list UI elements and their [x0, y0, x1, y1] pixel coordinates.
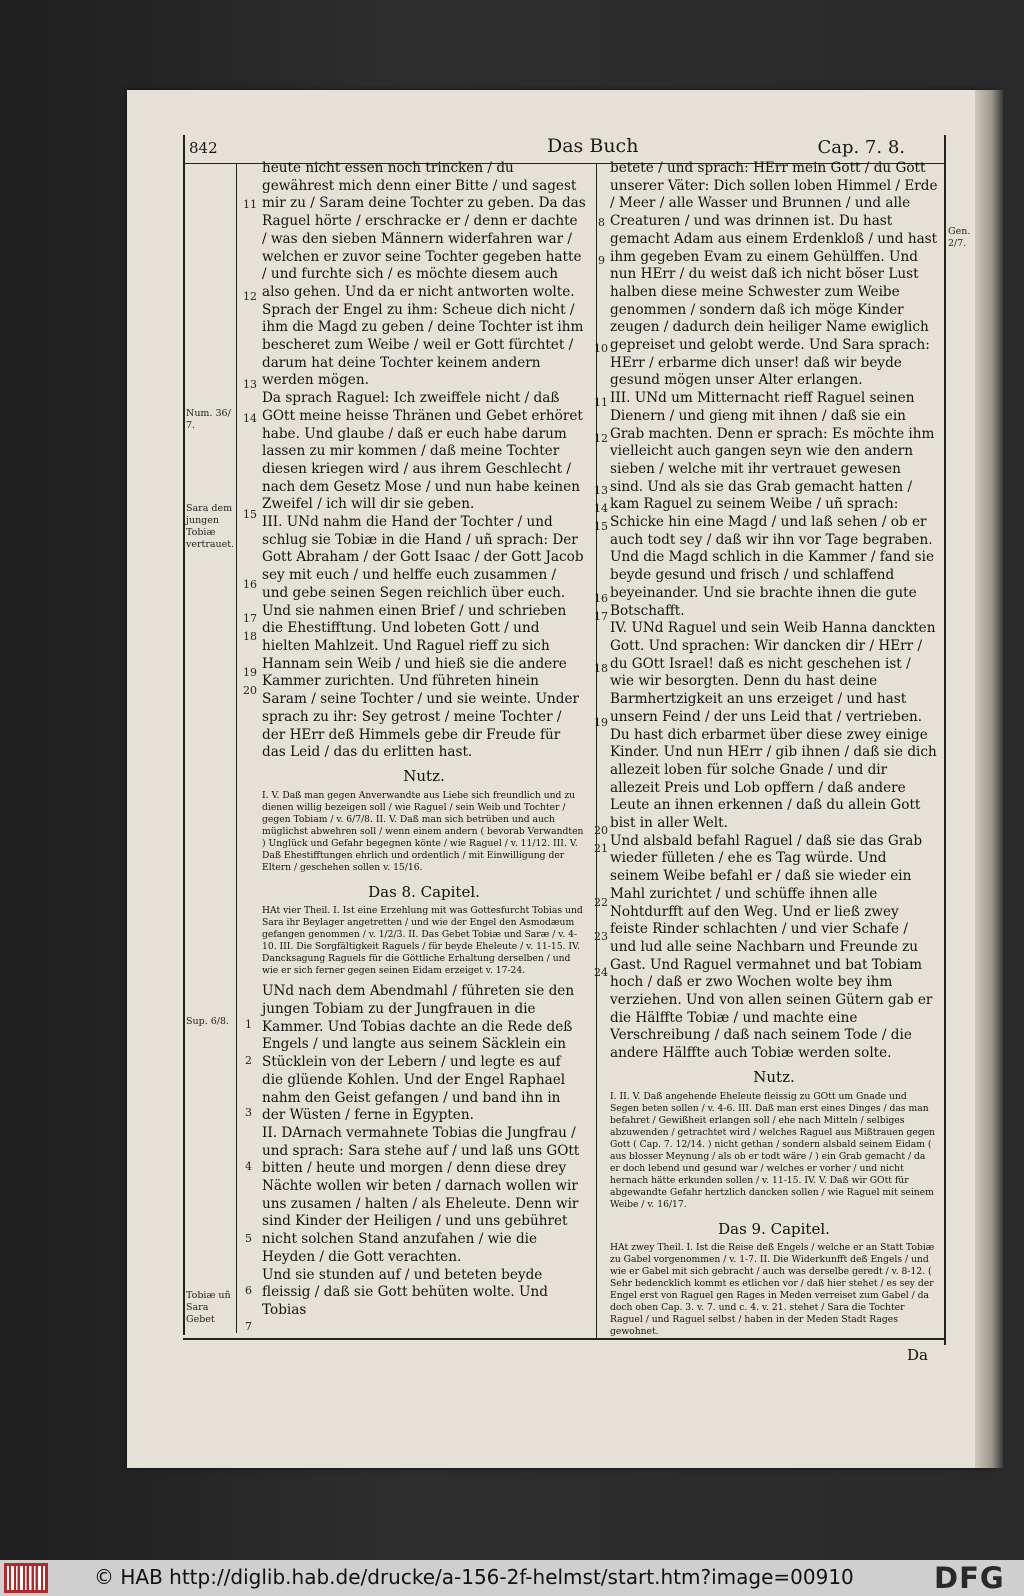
inner-left-rule: [236, 163, 237, 1333]
dfg-logo: DFG: [934, 1561, 1005, 1595]
body-paragraph: II. DArnach vermahnete Tobias die Jungfrau / und sprach: Sara stehe auf / und laß uns GOtt bitten / heute und morgen / denn diese drey Nächte wollen wir beten / darnach wollen wir uns zusamen / halten / als Eheleute. Denn wir sind Kinder der Heiligen / und uns gebühret nicht solchen Stand anzufahen / wie die Heyden / die Gott verachten.: [262, 1124, 580, 1265]
verse-number: 6: [245, 1284, 252, 1297]
verse-number: 22: [594, 896, 608, 909]
verse-number: 17: [243, 612, 257, 625]
verse-number: 2: [245, 1054, 252, 1067]
verse-number: 20: [594, 824, 608, 837]
chapter-summary: HAt vier Theil. I. Ist eine Erzehlung mit was Gottesfurcht Tobias und Sara ihr Beylager angetretten / und wie der Engel den Asmodæum gefangen genommen / v. 1/2/3. II. Das Gebet Tobiæ und Saræ / v. 4-10. III. Die Sorgfältigkeit Raguels / für beyde Eheleute / v. 11-15. IV. Dancksagung Raguels für die Göttliche Erhaltung derselben / und wie er sich ferner gegen seinen Eidam erzeiget v. 17-24.: [262, 905, 583, 977]
chapter-heading: Das 8. Capitel.: [368, 882, 480, 901]
verse-number: 11: [243, 198, 257, 211]
body-paragraph: III. UNd nahm die Hand der Tochter / und schlug sie Tobiæ in die Hand / uñ sprach: Der Gott Abraham / der Gott Isaac / der Gott Jacob sey mit euch / und helffe euch zusammen / und gebe seinen Segen reichlich über euch. Und sie nahmen einen Brief / und schrieben die Ehestifftung. Und lobeten Gott / und hielten Mahlzeit. Und Raguel rieff zu sich Hannam sein Weib / und hieß sie die andere Kammer zurichten. Und führeten hinein Saram / seine Tochter / und sie weinte. Under sprach zu ihr: Sey getrost / meine Tochter / der HErr deß Himmels gebe dir Freude für das Leid / das du erlitten hast.: [262, 514, 584, 761]
right-rule: [944, 135, 946, 1345]
nutz-heading: Nutz.: [403, 766, 445, 785]
verse-number: 13: [594, 484, 608, 497]
margin-note-num: Num. 36/ 7.: [186, 408, 231, 431]
source-url[interactable]: © HAB http://diglib.hab.de/drucke/a-156-2f-helmst/start.htm?image=00910: [94, 1565, 854, 1589]
catchword: Da: [907, 1346, 928, 1364]
body-paragraph: Und alsbald befahl Raguel / daß sie das Grab wieder fülleten / ehe es Tag würde. Und seinem Weibe befahl er / daß sie wieder ein Mahl zurichtet / und schüffe ihnen alle Nohtdurfft auf den Weg. Und er ließ zwey feiste Rinder schlachten / und vier Schafe / und lud alle seine Nachbarn und Freunde zu Gast. Und Raguel vermahnet und bat Tobiam hoch / daß er zwo Wochen wolte bey ihm verziehen. Und von allen seinen Gütern gab er die Hälffte Tobiæ / und machte eine Verschreibung / daß nach seinem Tode / die andere Hälffte auch Tobiæ werden solte.: [610, 832, 933, 1062]
verse-number: 10: [594, 342, 608, 355]
verse-number: 15: [594, 520, 608, 533]
body-paragraph: UNd nach dem Abendmahl / führeten sie den jungen Tobiam zu der Jungfrauen in die Kammer. Und Tobias dachte an die Rede deß Engels / und langte aus seinem Säcklein ein Stücklein von der Lebern / und legte es auf die glüende Kohlen. Und der Engel Raphael nahm den Geist gefangen / und band ihn in der Wüsten / ferne in Egypten.: [262, 983, 575, 1124]
nutz-heading: Nutz.: [753, 1067, 795, 1086]
book-title: Das Buch: [547, 135, 639, 157]
left-column: [262, 160, 586, 1320]
outer-left-rule: [183, 135, 185, 1335]
page-number: 842: [189, 139, 218, 157]
verse-number: 14: [243, 412, 257, 425]
right-column: [610, 160, 938, 1338]
verse-number: 7: [245, 1320, 252, 1333]
body-paragraph: betete / und sprach: HErr mein Gott / du Gott unserer Väter: Dich sollen loben Himmel / Erde / Meer / alle Wasser und Brunnen / und alle Creaturen / und was drinnen ist. Du hast gemacht Adam aus einem Erdenkloß / und hast ihm gegeben Evam zu einem Gehülffen. Und nun HErr / du weist daß ich nicht böser Lust halben diese meine Schwester zum Weibe genommen / sondern daß ich möge Kinder zeugen / dadurch dein heiliger Name ewiglich gepreiset und gelobt werde. Und Sara sprach: HErr / erbarme dich unser! daß wir beyde gesund mögen unser Alter erlangen.: [610, 160, 938, 389]
verse-number: 20: [243, 684, 257, 697]
margin-note-tobiae: Tobiæ uñ Sara Gebet: [186, 1290, 231, 1325]
body-paragraph: IV. UNd Raguel und sein Weib Hanna danckten Gott. Und sprachen: Wir dancken dir / HErr / du GOtt Israel! daß es nicht geschehen ist / wie wir besorgten. Denn du hast deine Barmhertzigkeit an uns erzeiget / und hast unsern Feind / der uns Leid that / vertrieben. Du hast dich erbarmet über diese zwey einige Kinder. Und nun HErr / gib ihnen / daß sie dich allezeit loben für solche Gnade / und dir allezeit Preis und Lob opffern / daß andere Leute an ihnen erkennen / daß du allein Gott bist in aller Welt.: [610, 620, 937, 832]
body-paragraph: Da sprach Raguel: Ich zweiffele nicht / daß GOtt meine heisse Thränen und Gebet erhöret habe. Und glaube / daß er euch habe darum lassen zu mir kommen / daß meine Tochter diesen kriegen wird / aus ihrem Geschlecht / nach dem Gesetz Mose / und nun habe keinen Zweifel / ich will dir sie geben.: [262, 390, 583, 513]
verse-number: 24: [594, 966, 608, 979]
verse-number: 14: [594, 502, 608, 515]
margin-note-sup: Sup. 6/8.: [186, 1016, 230, 1027]
verse-number: 21: [594, 842, 608, 855]
nutz-text: I. II. V. Daß angehende Eheleute fleissig zu GOtt um Gnade und Segen beten sollen / v. 4-6. III. Daß man erst eines Dinges / das man befahret / Gewißheit erlangen soll / ehe nach Mitteln / selbiges abzuwenden / getrachtet wird / welches Raguel aus Mißtrauen gegen Gott ( Cap. 7. 12/14. ) nicht gethan / sondern alsbald seinem Eidam ( aus blosser Meynung / als ob er todt wäre / ) ein Grab gemacht / da er doch lebend und gesund war / welches er vorher / und nicht hernach hätte erkunden sollen / v. 11-15. IV. V. Daß wir GOtt für abgewandte Gefahr hertzlich dancken sollen / wie Raguel mit seinem Weibe / v. 16/17.: [610, 1090, 936, 1210]
verse-number: 16: [243, 578, 257, 591]
verse-number: 16: [594, 592, 608, 605]
verse-number: 3: [245, 1106, 252, 1119]
verse-number: 1: [245, 1018, 252, 1031]
center-rule: [596, 163, 597, 1338]
verse-number: 19: [243, 666, 257, 679]
chapter-heading: Das 9. Capitel.: [718, 1219, 830, 1238]
body-paragraph: III. UNd um Mitternacht rieff Raguel seinen Dienern / und gieng mit ihnen / daß sie ein Grab machten. Denn er sprach: Es möchte ihm vielleicht auch gangen seyn wie den andern sieben / welche mit ihr vertrauet gewesen sind. Und als sie das Grab gemacht hatten / kam Raguel zu seinem Weibe / uñ sprach: Schicke hin eine Magd / und laß sehen / ob er auch todt sey / daß wir ihn vor Tage begraben. Und die Magd schlich in die Kammer / fand sie beyde gesund und frisch / und schlaffend beyeinander. Und sie brachte ihnen die gute Botschafft.: [610, 390, 935, 619]
verse-number: 15: [243, 508, 257, 521]
margin-note-sara: Sara dem jungen Tobiæ vertrauet.: [186, 503, 235, 550]
body-paragraph: heute nicht essen noch trincken / du gewährest mich denn einer Bitte / und sagest mir zu / Saram deine Tochter zu geben. Da das Raguel hörte / erschracke er / denn er dachte / was den sieben Männern widerfahren war / welchen er zuvor seine Tochter gegeben hatte / und furchte sich / es möchte diesem auch also gehen. Und da er nicht antworten wolte. Sprach der Engel zu ihm: Scheue dich nicht / ihm die Magd zu geben / deine Tochter ist ihm bescheret zum Weibe / weil er Gott fürchtet / darum hat deine Tochter keinem andern werden mögen.: [262, 160, 586, 389]
barcode-icon: [4, 1563, 48, 1593]
verse-number: 17: [594, 610, 608, 623]
chapter-summary: HAt zwey Theil. I. Ist die Reise deß Engels / welche er an Statt Tobiæ zu Gabel vorgenommen / v. 1-7. II. Die Widerkunfft deß Engels / und wie er Gabel mit sich gebracht / auch was derselbe geredt / v. 8-12. ( Sehr bedencklich kommt es etlichen vor / daß hier stehet / es sey der Engel erst von Raguel gen Rages in Meden verreiset zum Gabel / da doch oben Cap. 3. v. 7. und c. 4. v. 21. stehet / Sara die Tochter Raguel / und Raguel selbst / haben in der Meden Stadt Rages gewohnet.: [610, 1242, 935, 1338]
verse-number: 23: [594, 930, 608, 943]
verse-number: 12: [243, 290, 257, 303]
verse-number: 5: [245, 1232, 252, 1245]
verse-number: 19: [594, 716, 608, 729]
nutz-text: I. V. Daß man gegen Anverwandte aus Liebe sich freundlich und zu dienen willig bezeigen soll / wie Raguel / sein Weib und Tochter / gegen Tobiam / v. 6/7/8. II. V. Daß man sich betrüben und auch müglichst abwehren soll / wenn einem andern ( bevorab Verwandten ) Unglück und Gefahr begegnen könte / wie Raguel / v. 11/12. III. V. Daß Ehestifftungen ehrlich und ordentlich / mit Einwilligung der Eltern / geschehen sollen v. 15/16.: [262, 789, 584, 873]
verse-number: 12: [594, 432, 608, 445]
verse-number: 8: [598, 216, 605, 229]
verse-number: 4: [245, 1160, 252, 1173]
margin-note-gen: Gen. 2/7.: [948, 226, 971, 249]
verse-number: 9: [598, 254, 605, 267]
next-page-edge: [975, 90, 1003, 1468]
verse-number: 13: [243, 378, 257, 391]
body-paragraph: Und sie stunden auf / und beteten beyde fleissig / daß sie Gott behüten wolte. Und Tobias: [262, 1266, 548, 1318]
verse-number: 11: [594, 396, 608, 409]
verse-number: 18: [594, 662, 608, 675]
verse-number: 18: [243, 630, 257, 643]
chapter-reference: Cap. 7. 8.: [817, 137, 905, 158]
